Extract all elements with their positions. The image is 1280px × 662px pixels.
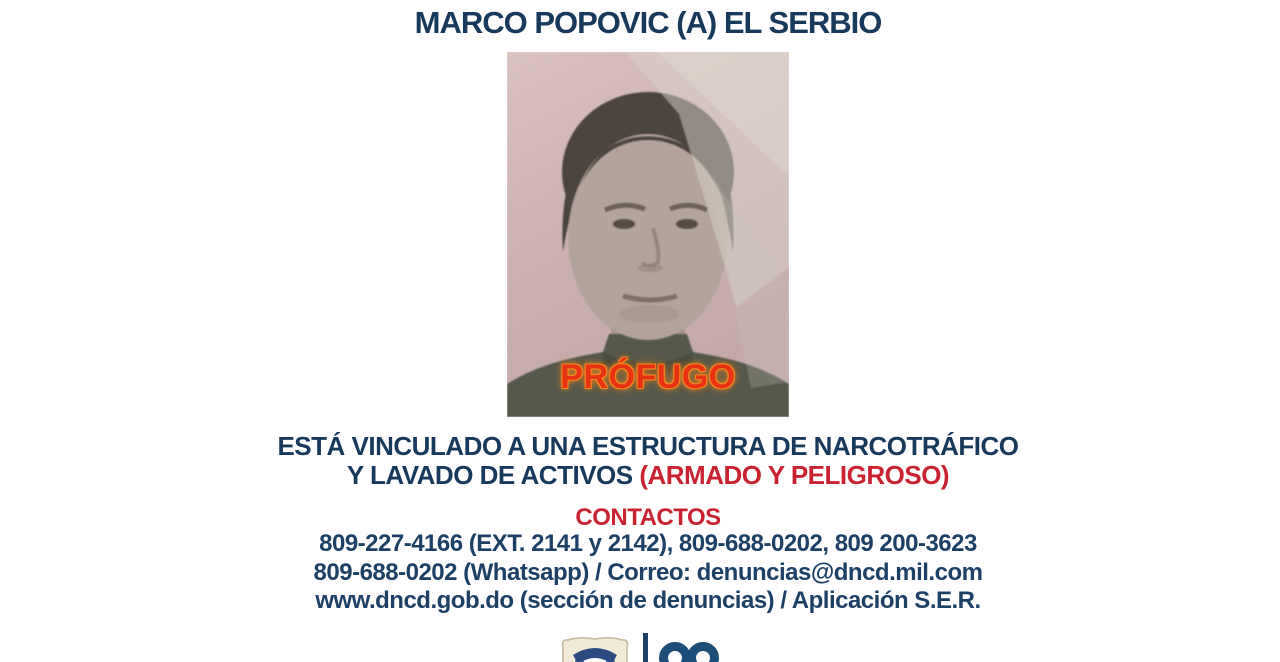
description-line-1: ESTÁ VINCULADO A UNA ESTRUCTURA DE NARCOTRÁFICO [277, 431, 1019, 461]
description-line-2-primary: Y LAVADO DE ACTIVOS [346, 460, 633, 490]
fugitive-status-label: PRÓFUGO [560, 358, 736, 396]
infinity-logo-icon [658, 639, 722, 662]
logo-divider [643, 633, 648, 662]
contacts-heading: CONTACTOS [575, 504, 721, 531]
poster-title: MARCO POPOVIC (A) EL SERBIO [414, 5, 882, 40]
dncd-shield-logo-icon [560, 636, 630, 662]
contact-phone-numbers: 809-227-4166 (EXT. 2141 y 2142), 809-688-0202, 809 200-3623 [319, 530, 977, 557]
contact-website-app: www.dncd.gob.do (sección de denuncias) / Aplicación S.E.R. [315, 587, 981, 614]
armed-dangerous-warning: (ARMADO Y PELIGROSO) [639, 460, 950, 490]
contact-whatsapp-email: 809-688-0202 (Whatsapp) / Correo: denuncias@dncd.mil.com [313, 559, 983, 586]
description-line-2 [8, 460, 1280, 491]
suspect-photo [507, 52, 789, 417]
